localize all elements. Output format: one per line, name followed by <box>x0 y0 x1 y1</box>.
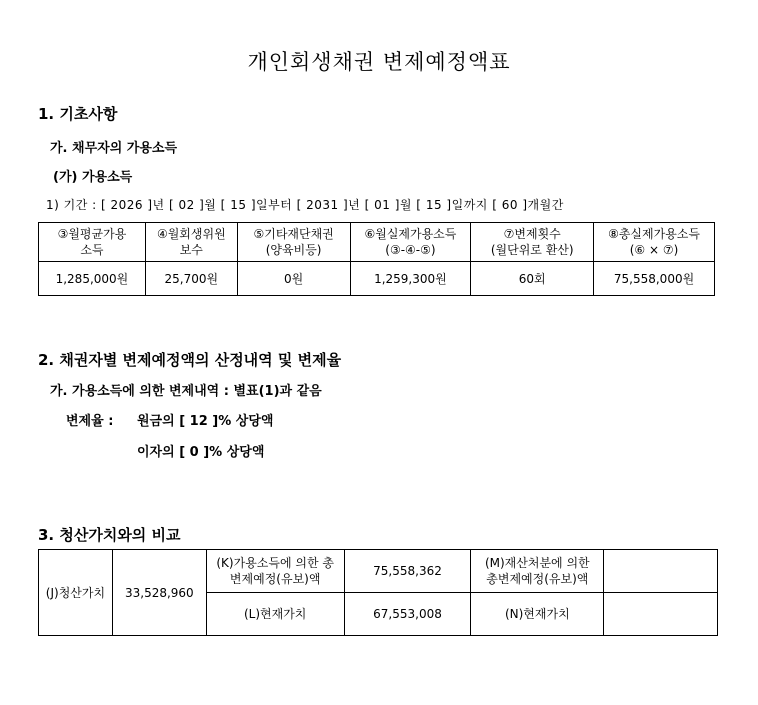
section2-sub-ga: 가. 가용소득에 의한 변제내역 : 별표(1)과 같음 <box>50 384 322 399</box>
period-text: ]개월간 <box>522 198 564 212</box>
income-table-header-row <box>39 223 715 262</box>
period-text: ]월 [ <box>394 198 422 212</box>
j-value: 33,528,960 <box>112 550 206 636</box>
header-cell: ④월회생위원 보수 <box>145 223 237 262</box>
section2-heading: 2. 채권자별 변제예정액의 산정내역 및 변제율 <box>38 351 342 369</box>
rate-label: 변제율 : <box>66 414 114 429</box>
period-end-month: 01 <box>374 198 391 212</box>
header-cell: ③월평균가용 소득 <box>39 223 146 262</box>
period-line <box>46 196 564 213</box>
period-text: ]년 [ <box>147 198 175 212</box>
period-text: ]일부터 [ <box>250 198 302 212</box>
period-text: ]년 [ <box>342 198 370 212</box>
period-end-year: 2031 <box>306 198 339 212</box>
period-start-day: 15 <box>230 198 247 212</box>
k-value: 75,558,362 <box>344 550 471 593</box>
period-text: 1) 기간 : [ <box>46 198 107 212</box>
liquidation-table <box>38 549 718 636</box>
period-text: ]월 [ <box>199 198 226 212</box>
m-value <box>604 550 718 593</box>
liquidation-row-1 <box>39 550 718 593</box>
n-value <box>604 593 718 636</box>
page-title: 개인회생채권 변제예정액표 <box>247 50 511 74</box>
period-months: 60 <box>501 198 518 212</box>
period-start-month: 02 <box>178 198 195 212</box>
period-end-day: 15 <box>425 198 443 212</box>
header-cell: ⑦변제횟수 (월단위로 환산) <box>471 223 594 262</box>
header-cell: ⑤기타재단채권 (양육비등) <box>237 223 350 262</box>
j-label: (J)청산가치 <box>39 550 113 636</box>
n-label: (N)현재가치 <box>471 593 604 636</box>
value-cell: 75,558,000원 <box>594 262 715 296</box>
header-cell: ⑥월실제가용소득 (③-④-⑤) <box>350 223 471 262</box>
income-table <box>38 222 715 296</box>
value-cell: 0원 <box>237 262 350 296</box>
section1-sub-gaga: (가) 가용소득 <box>53 170 133 185</box>
income-table-value-row <box>39 262 715 296</box>
value-cell: 1,285,000원 <box>39 262 146 296</box>
l-label: (L)현재가치 <box>206 593 344 636</box>
value-cell: 1,259,300원 <box>350 262 471 296</box>
k-label: (K)가용소득에 의한 총 변제예정(유보)액 <box>206 550 344 593</box>
m-label: (M)재산처분에 의한 총변제예정(유보)액 <box>471 550 604 593</box>
value-cell: 60회 <box>471 262 594 296</box>
period-text: ]일까지 [ <box>446 198 498 212</box>
interest-rate: 이자의 [ 0 ]% 상당액 <box>137 445 265 460</box>
section1-heading: 1. 기초사항 <box>38 105 118 123</box>
section3-heading: 3. 청산가치와의 비교 <box>38 526 181 544</box>
value-cell: 25,700원 <box>145 262 237 296</box>
l-value: 67,553,008 <box>344 593 471 636</box>
period-start-year: 2026 <box>110 198 144 212</box>
principal-rate: 원금의 [ 12 ]% 상당액 <box>137 414 274 429</box>
section1-sub-ga: 가. 채무자의 가용소득 <box>50 141 178 156</box>
header-cell: ⑧총실제가용소득 (⑥ × ⑦) <box>594 223 715 262</box>
